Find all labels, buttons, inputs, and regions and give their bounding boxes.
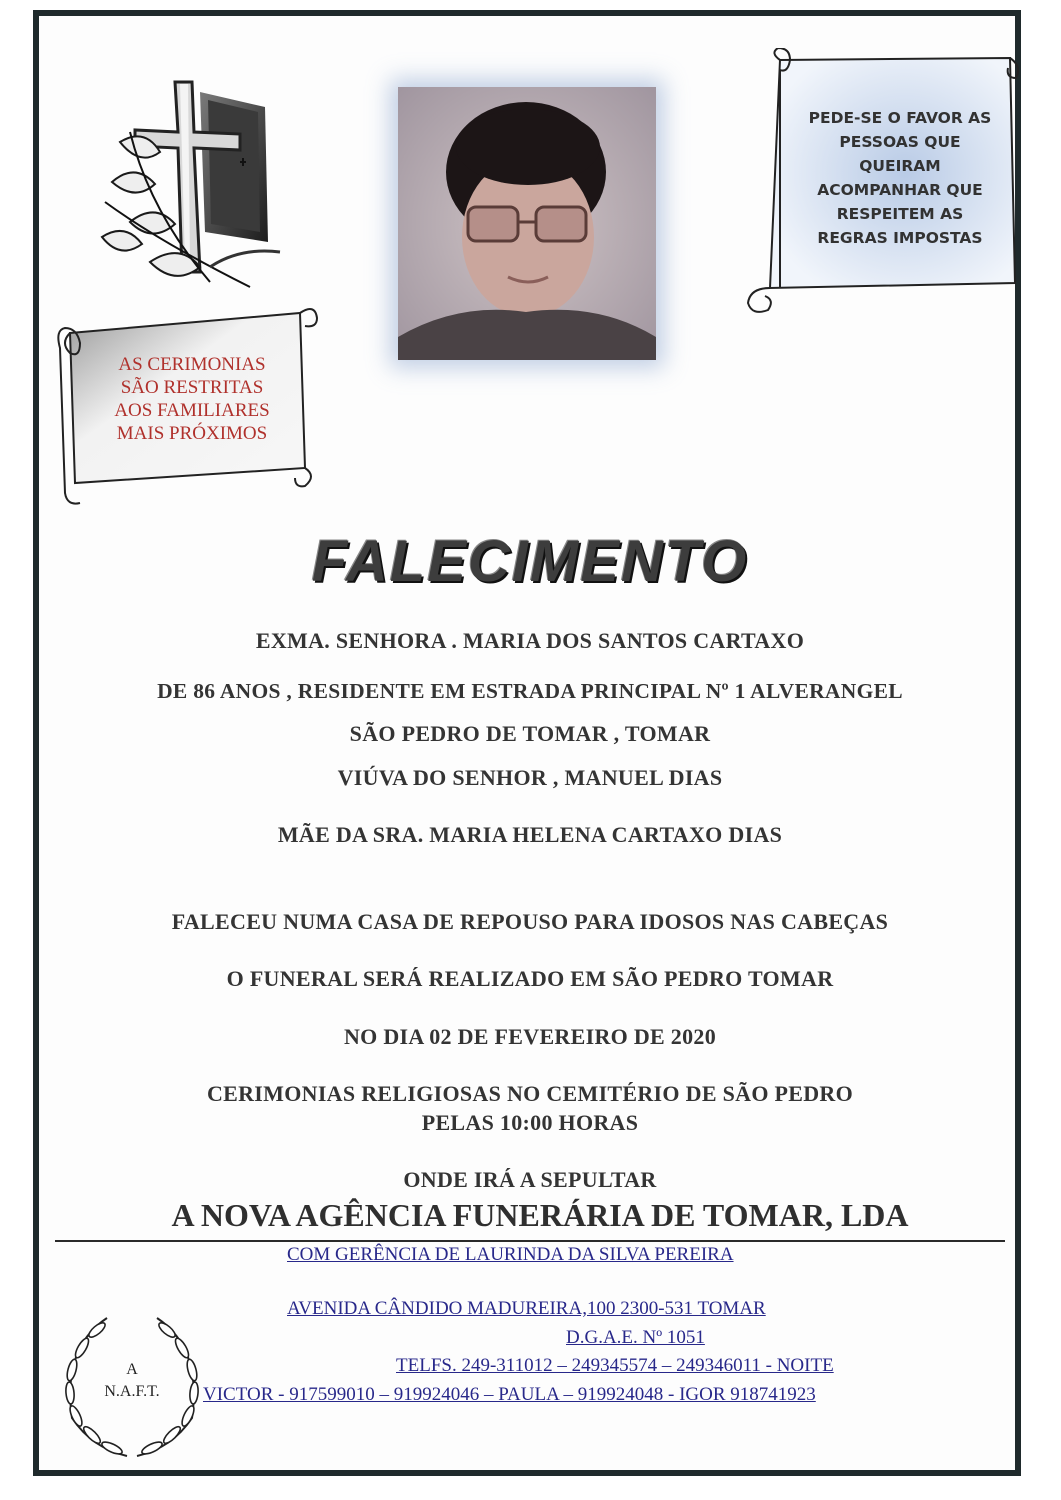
ceremony-restriction-notice [92,353,292,445]
notice-line: RESPEITEM AS [836,205,964,223]
time-line: PELAS 10:00 HORAS [421,1110,639,1135]
age-residence: DE 86 ANOS , RESIDENTE EM ESTRADA PRINCIPAL Nº 1 ALVERANGEL [157,679,903,703]
place-line: SÃO PEDRO DE TOMAR , TOMAR [349,721,711,746]
ceremony-line: CERIMONIAS RELIGIOSAS NO CEMITÉRIO DE SÃO PEDRO [206,1081,854,1106]
cross-lily-icon [90,72,290,302]
notice-line: REGRAS IMPOSTAS [817,229,983,247]
notice-line: QUEIRAM [859,157,941,175]
notice-line: AOS FAMILIARES [114,400,270,421]
death-place-line: FALECEU NUMA CASA DE REPOUSO PARA IDOSOS NAS CABEÇAS [171,909,889,934]
agency-license: D.G.A.E. Nº 1051 [566,1327,705,1348]
agency-phones: TELFS. 249-311012 – 249345574 – 249346011 - NOITE [396,1355,834,1376]
mother-line: MÃE DA SRA. MARIA HELENA CARTAXO DIAS [277,822,783,847]
notice-line: PESSOAS QUE [839,133,961,151]
divider [55,1240,1005,1242]
notice-line: MAIS PRÓXIMOS [116,423,268,444]
agency-management: COM GERÊNCIA DE LAURINDA DA SILVA PEREIRA [287,1244,734,1265]
agency-name: A NOVA AGÊNCIA FUNERÁRIA DE TOMAR, LDA [171,1197,909,1233]
agency-contacts: VICTOR - 917599010 – 919924046 – PAULA – 919924048 - IGOR 918741923 [203,1384,816,1405]
notice-line: SÃO RESTRITAS [120,377,264,398]
notice-line: PEDE-SE O FAVOR AS [808,109,992,127]
logo-acronym: N.A.F.T. [104,1383,160,1400]
laurel-wreath-icon [52,1308,212,1463]
funeral-line: O FUNERAL SERÁ REALIZADO EM SÃO PEDRO TOMAR [226,966,834,991]
notice-line: ACOMPANHAR QUE [817,181,983,199]
rules-request-notice [790,106,1010,250]
notice-line: AS CERIMONIAS [118,354,266,375]
burial-line: ONDE IRÁ A SEPULTAR [403,1167,657,1192]
logo-letter: A [126,1361,138,1378]
portrait-photo [398,87,656,360]
deceased-name: EXMA. SENHORA . MARIA DOS SANTOS CARTAXO [255,628,805,653]
page-title: FALECIMENTO [311,529,749,594]
date-line: NO DIA 02 DE FEVEREIRO DE 2020 [343,1024,717,1049]
widow-line: VIÚVA DO SENHOR , MANUEL DIAS [337,765,723,790]
agency-address: AVENIDA CÂNDIDO MADUREIRA,100 2300-531 TOMAR [287,1298,766,1319]
